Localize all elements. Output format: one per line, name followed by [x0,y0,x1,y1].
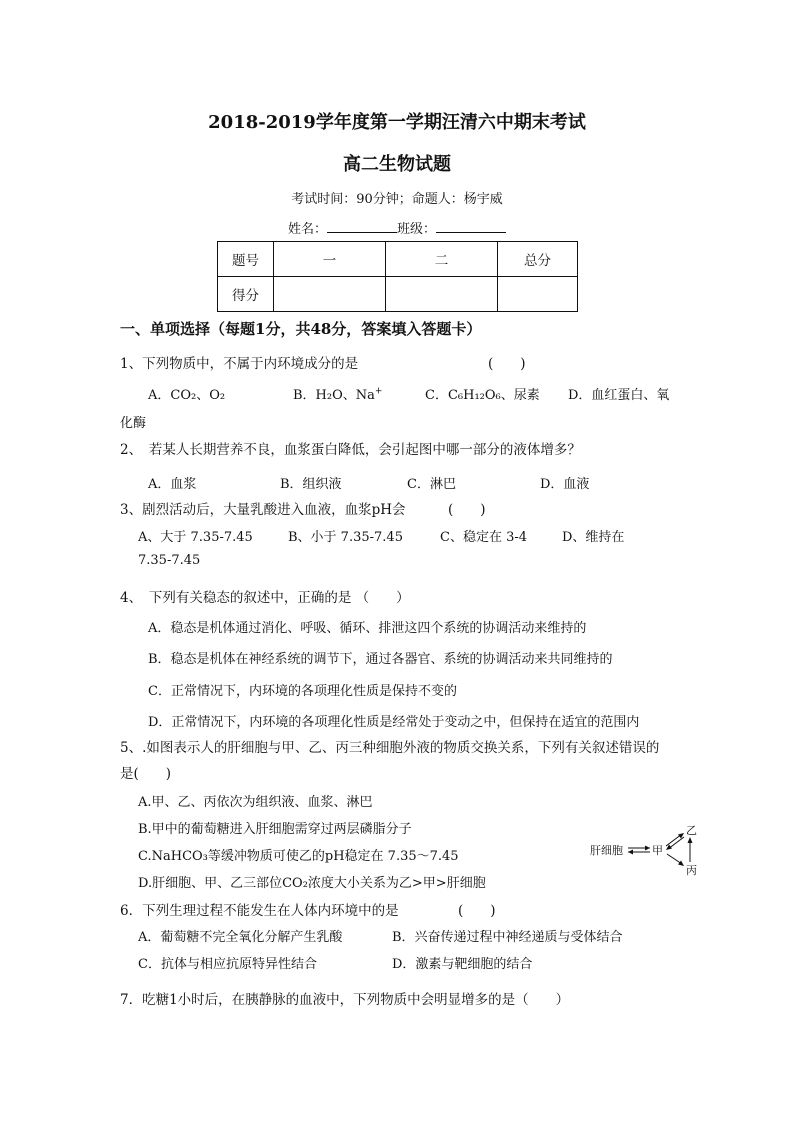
question-6-stem: 6．下列生理过程不能发生在人体内环境中的是 [120,903,399,919]
section-title: 一、单项选择（每题1分，共48分，答案填入答题卡） [120,320,482,338]
question-6-option-d: D．激素与靶细胞的结合 [392,957,533,972]
question-1-paren: ( ) [488,356,526,372]
question-5-option-a: A.甲、乙、丙依次为组织液、血浆、淋巴 [138,795,373,810]
question-3-option-a: A、大于 7.35-7.45 [138,530,253,545]
question-5-option-d: D.肝细胞、甲、乙三部位CO₂浓度大小关系为乙>甲>肝细胞 [138,876,486,891]
question-1-option-d-continued: 化酶 [120,416,147,431]
question-3-paren: ( ) [448,502,486,518]
question-3-option-d: D、维持在 [562,530,625,545]
class-label: 班级： [397,222,437,237]
score-header-cell: 一 [274,242,386,277]
question-2-option-d: D．血液 [540,477,590,492]
name-label: 姓名： [287,222,327,237]
exam-info: 考试时间：90分钟；命题人：杨宇威 [291,192,503,207]
question-1-stem: 1、下列物质中，不属于内环境成分的是 [120,356,359,372]
score-cell[interactable] [386,277,498,312]
question-5-option-c: C.NaHCO₃等缓冲物质可使乙的pH稳定在 7.35～7.45 [138,849,459,864]
question-6-option-c: C．抗体与相应抗原特异性结合 [138,957,317,972]
question-6-paren: ( ) [458,903,496,919]
question-4-stem: 4、 下列有关稳态的叙述中，正确的是 （ ） [120,590,410,606]
question-2-option-a: A．血浆 [148,477,197,492]
question-1-option-b: B．H₂O、Na+ [293,386,383,403]
question-3-option-c: C、稳定在 3-4 [440,530,528,545]
question-5-stem-continued: 是( ) [120,766,172,782]
question-4-option-c: C．正常情况下，内环境的各项理化性质是保持不变的 [148,684,457,699]
score-header-cell: 题号 [218,242,274,277]
question-4-option-a: A．稳态是机体通过消化、呼吸、循环、排泄这四个系统的协调活动来维持的 [148,621,587,636]
question-3-option-d-continued: 7.35-7.45 [138,553,201,568]
score-header-cell: 二 [386,242,498,277]
score-cell[interactable] [498,277,578,312]
question-5-stem: 5、.如图表示人的肝细胞与甲、乙、丙三种细胞外液的物质交换关系，下列有关叙述错误的 [120,740,660,756]
name-class-line [0,218,794,237]
question-3-stem: 3、剧烈活动后，大量乳酸进入血液，血浆pH会 [120,502,406,518]
question-5-option-b: B.甲中的葡萄糖进入肝细胞需穿过两层磷脂分子 [138,822,412,837]
question-7-stem: 7．吃糖1小时后，在胰静脉的血液中，下列物质中会明显增多的是（ ） [120,992,570,1008]
class-blank[interactable] [436,220,506,233]
score-row-label: 得分 [218,277,274,312]
fluid-exchange-diagram [590,822,710,878]
score-cell[interactable] [274,277,386,312]
score-header-cell: 总分 [498,242,578,277]
exam-subtitle: 高二生物试题 [343,154,451,175]
question-3-option-b: B、小于 7.35-7.45 [288,530,403,545]
score-table-score-row [218,277,578,312]
question-6-option-b: B．兴奋传递过程中神经递质与受体结合 [392,930,623,945]
question-4-option-b: B．稳态是机体在神经系统的调节下，通过各器官、系统的协调活动来共同维持的 [148,652,613,667]
diagram-label-bing: 丙 [686,864,697,877]
question-1-option-c: C．C₆H₁₂O₆、尿素 [425,388,540,403]
question-2-option-c: C．淋巴 [407,477,456,492]
diagram-label-yi: 乙 [686,824,697,837]
question-4-option-d: D．正常情况下，内环境的各项理化性质是经常处于变动之中，但保持在适宜的范围内 [148,715,640,730]
question-1-option-d: D．血红蛋白、氧 [568,388,670,403]
question-1-option-a: A．CO₂、O₂ [148,388,226,403]
score-table-header-row [218,242,578,277]
name-blank[interactable] [327,220,397,233]
question-2-stem: 2、 若某人长期营养不良，血浆蛋白降低，会引起图中哪一部分的液体增多？ [120,442,581,458]
question-6-option-a: A．葡萄糖不完全氧化分解产生乳酸 [138,930,343,945]
exam-title: 2018-2019学年度第一学期汪清六中期末考试 [208,112,586,133]
diagram-label-liver: 肝细胞 [590,844,623,857]
question-2-option-b: B．组织液 [280,477,342,492]
diagram-label-jia: 甲 [652,844,663,857]
score-table [217,241,578,312]
